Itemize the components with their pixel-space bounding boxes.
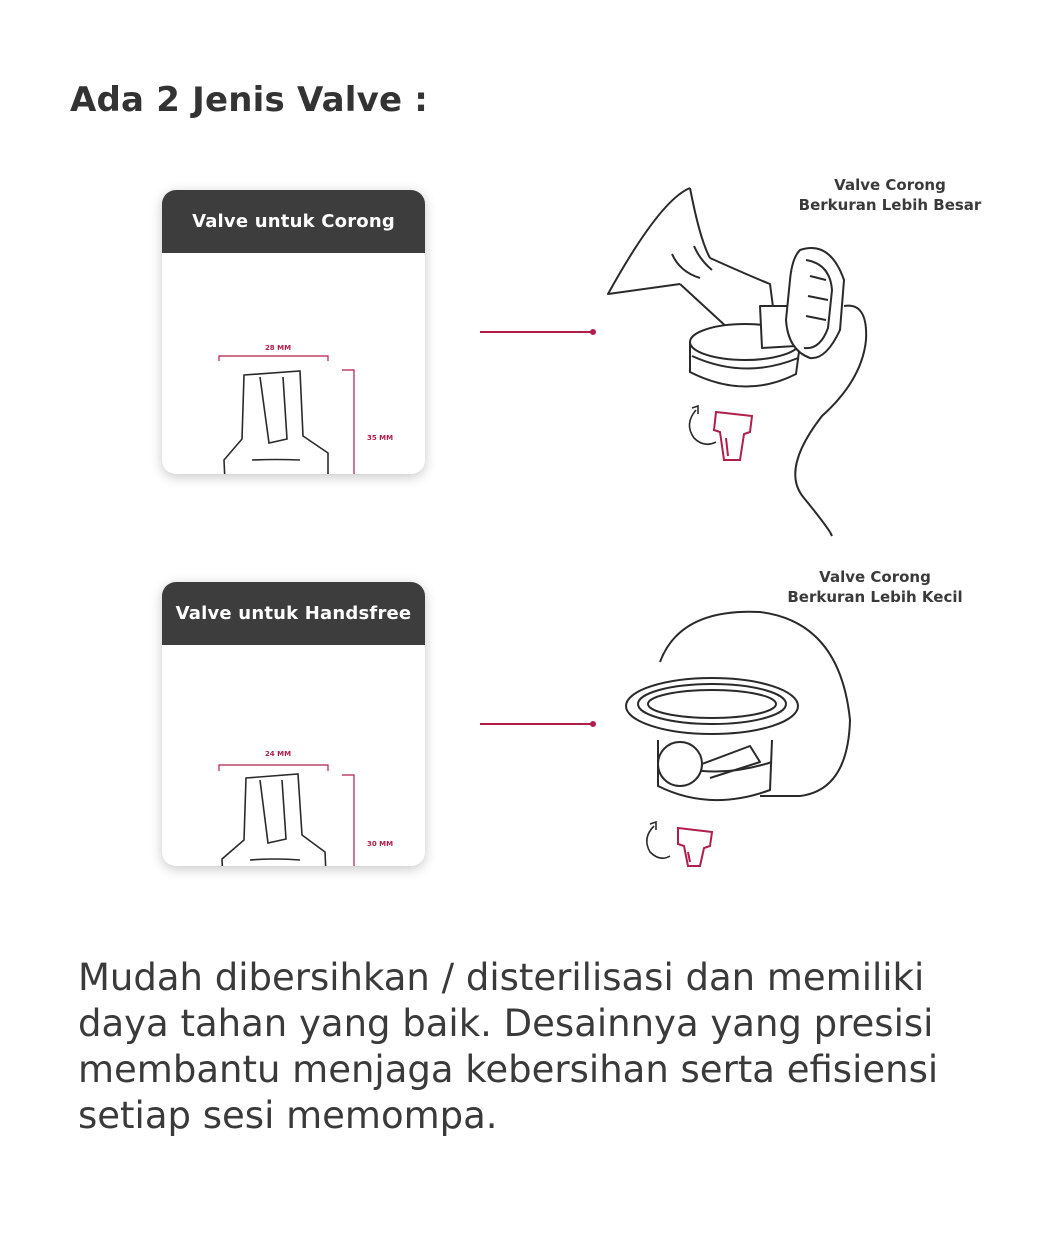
caption-line: Valve Corong (834, 176, 946, 194)
connector-arrow (480, 329, 596, 335)
card-header: Valve untuk Handsfree (162, 582, 425, 645)
caption-line: Berkuran Lebih Kecil (787, 588, 963, 606)
valve-diagram (162, 253, 425, 474)
valve-icon (678, 828, 712, 866)
valve-card-handsfree (162, 582, 425, 866)
card-header: Valve untuk Corong (162, 190, 425, 253)
valve-diagram (162, 645, 425, 866)
breast-pump-illustration (600, 180, 900, 550)
connector-line (480, 723, 592, 725)
description-text: Mudah dibersihkan / disterilisasi dan memiliki daya tahan yang baik. Desainnya yang presisi membantu menjaga kebersihan serta efisiensi setiap sesi memompa. (78, 956, 939, 1137)
card-body (162, 645, 425, 866)
height-dimension-line (342, 370, 354, 474)
connector-arrow (480, 721, 596, 727)
caption-line: Valve Corong (819, 568, 931, 586)
height-dimension-label: 35 MM (367, 434, 394, 442)
width-dimension-line (219, 356, 328, 361)
valve-icon (224, 371, 328, 474)
caption-line: Berkuran Lebih Besar (798, 196, 982, 214)
connector-dot (590, 329, 596, 335)
card-body (162, 253, 425, 474)
valve-card-corong (162, 190, 425, 474)
valve-icon (222, 774, 327, 866)
height-dimension-label: 30 MM (367, 840, 394, 848)
rotate-arrow-icon (647, 822, 670, 858)
handsfree-pump-illustration (600, 600, 870, 880)
connector-line (480, 331, 592, 333)
connector-dot (590, 721, 596, 727)
height-dimension-line (342, 775, 354, 866)
width-dimension-label: 28 MM (264, 344, 292, 352)
valve-icon (714, 412, 752, 460)
page-title: Ada 2 Jenis Valve : (70, 80, 429, 120)
width-dimension-line (219, 765, 328, 771)
width-dimension-label: 24 MM (264, 750, 292, 758)
rotate-arrow-icon (689, 406, 716, 444)
